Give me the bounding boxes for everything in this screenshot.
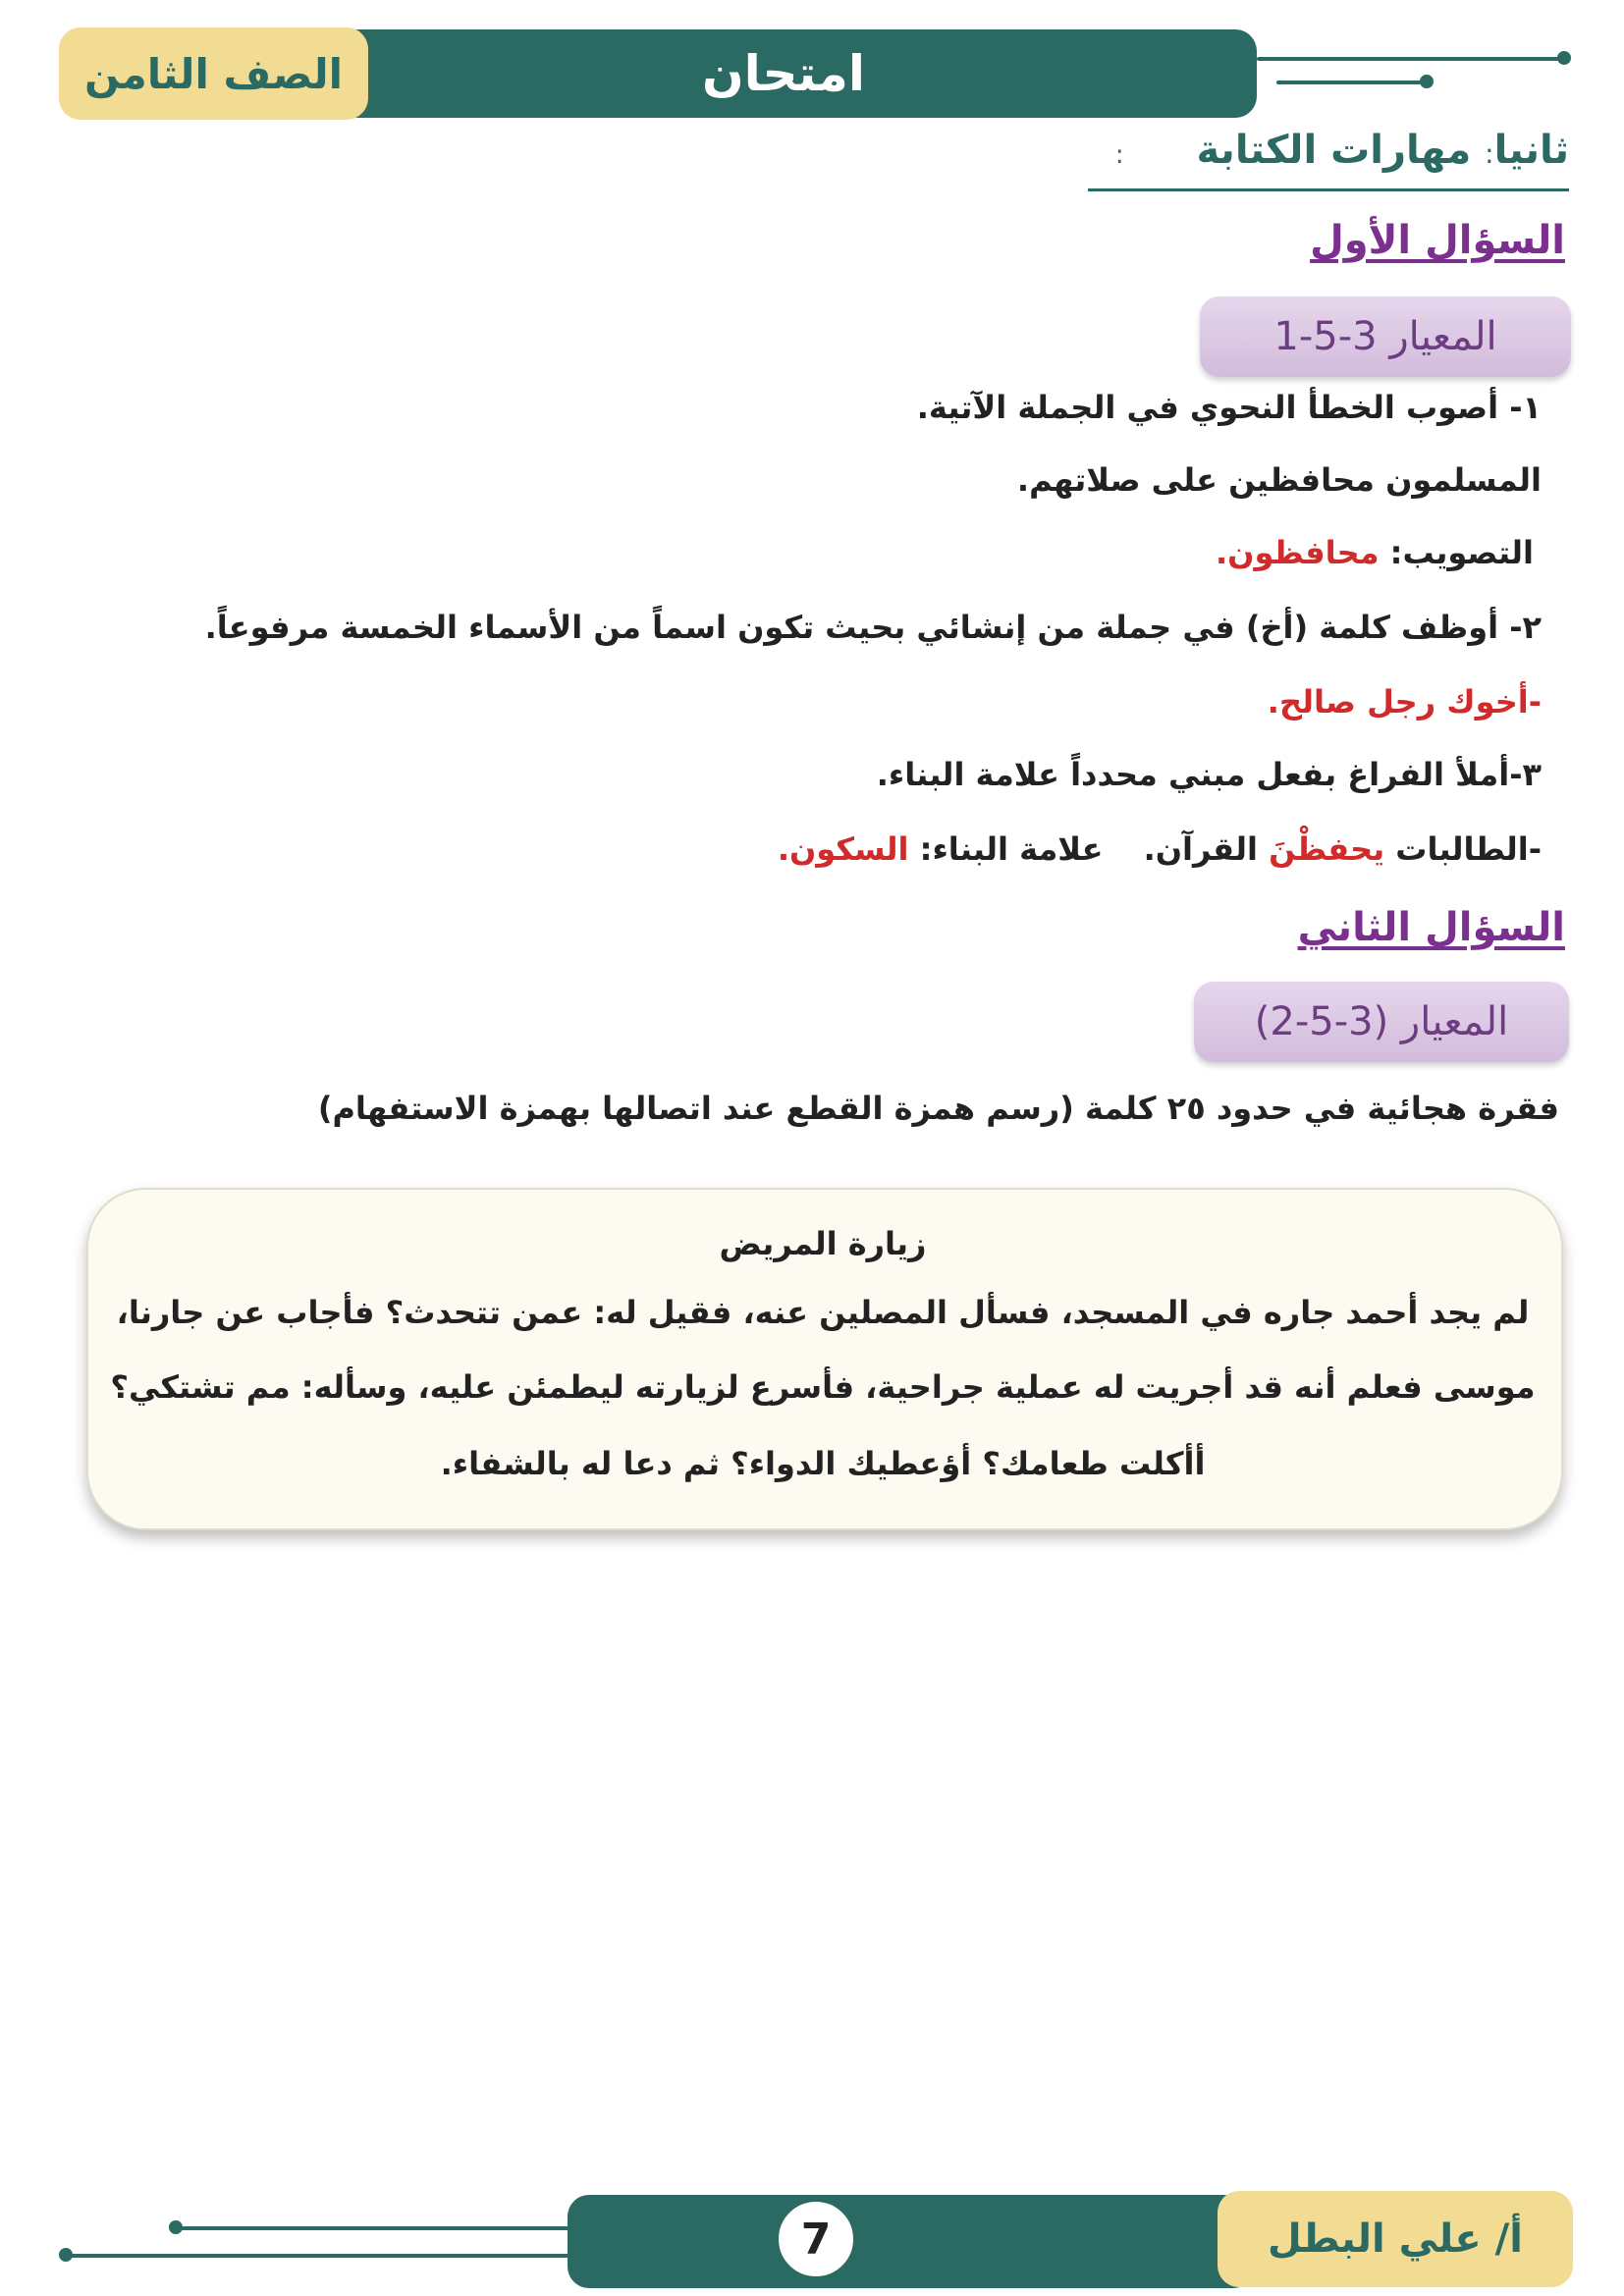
q1-item3-part-b: القرآن. <box>1143 830 1258 868</box>
q1-item2-answer: -أخوك رجل صالح. <box>1267 683 1542 721</box>
paragraph-line-3: أأكلت طعامك؟ أؤعطيك الدواء؟ ثم دعا له بالشفاء. <box>440 1445 1206 1482</box>
footer-deco-dot-upper <box>169 2220 183 2234</box>
header-deco-dot <box>1557 51 1571 65</box>
question-1-title: السؤال الأول <box>1310 218 1565 263</box>
q1-item3-verb: يحفظْنَ <box>1269 830 1385 868</box>
q1-item3-mark: السكون. <box>777 830 909 868</box>
footer-deco-line <box>67 2254 577 2258</box>
paragraph-title: زيارة المريض <box>719 1225 927 1262</box>
paragraph-line-2: موسى فعلم أنه قد أجريت له عملية جراحية، فأسرع لزيارته ليطمئن عليه، وسأله: مم تشتكي؟ <box>110 1368 1536 1406</box>
page-number: 7 <box>800 2214 832 2265</box>
header-deco-dot-lower <box>1420 75 1434 88</box>
header-deco-line <box>1257 57 1561 61</box>
q1-item1-correction <box>1216 534 1534 571</box>
question-2-standard <box>1194 982 1569 1062</box>
question-2-title: السؤال الثاني <box>1297 905 1565 950</box>
header-deco-line-lower <box>1276 80 1424 84</box>
q1-item3-prompt: ٣-أملأ الفراغ بفعل مبني محدداً علامة البناء. <box>876 756 1542 793</box>
exam-title: امتحان <box>702 45 865 102</box>
section-heading <box>1115 128 1569 173</box>
question-1-standard <box>1200 296 1571 377</box>
footer-banner <box>568 2195 1255 2288</box>
q1-correction-label: التصويب: <box>1389 534 1534 571</box>
q1-item1-sentence: المسلمون محافظين على صلاتهم. <box>1016 461 1542 499</box>
paragraph-line-1: لم يجد أحمد جاره في المسجد، فسأل المصلين عنه، فقيل له: عمن تتحدث؟ فأجاب عن جارنا، <box>116 1294 1530 1331</box>
q1-item3-mark-label: علامة البناء: <box>919 830 1104 868</box>
q1-item1-prompt: ١- أصوب الخطأ النحوي في الجملة الآتية. <box>916 389 1542 426</box>
section-title: مهارات الكتابة <box>1196 128 1472 173</box>
grade-badge <box>59 27 368 120</box>
author-name: أ/ علي البطل <box>1267 2216 1524 2262</box>
section-label: ثانيا <box>1493 128 1569 173</box>
footer-deco-dot <box>59 2248 73 2262</box>
q2-prompt: فقرة هجائية في حدود ٢٥ كلمة (رسم همزة القطع عند اتصالها بهمزة الاستفهام) <box>317 1090 1559 1127</box>
q1-correction-answer: محافظون. <box>1215 534 1380 571</box>
section-underline <box>1088 188 1569 191</box>
q1-item2-prompt: ٢- أوظف كلمة (أخ) في جملة من إنشائي بحيث تكون اسماً من الأسماء الخمسة مرفوعاً. <box>204 609 1542 646</box>
section-trailing: : <box>1114 140 1124 170</box>
footer-deco-line-upper <box>177 2226 569 2230</box>
question-2-standard-label: المعيار (3-5-2) <box>1254 999 1509 1044</box>
author-badge <box>1218 2191 1573 2287</box>
grade-label: الصف الثامن <box>83 49 344 98</box>
page-number-badge <box>774 2197 858 2281</box>
exam-title-banner <box>324 29 1257 118</box>
section-sep: : <box>1485 137 1494 170</box>
q1-item3-answer <box>778 830 1542 868</box>
q1-item3-part-a: -الطالبات <box>1395 830 1542 868</box>
question-1-standard-label: المعيار 3-5-1 <box>1273 314 1497 359</box>
